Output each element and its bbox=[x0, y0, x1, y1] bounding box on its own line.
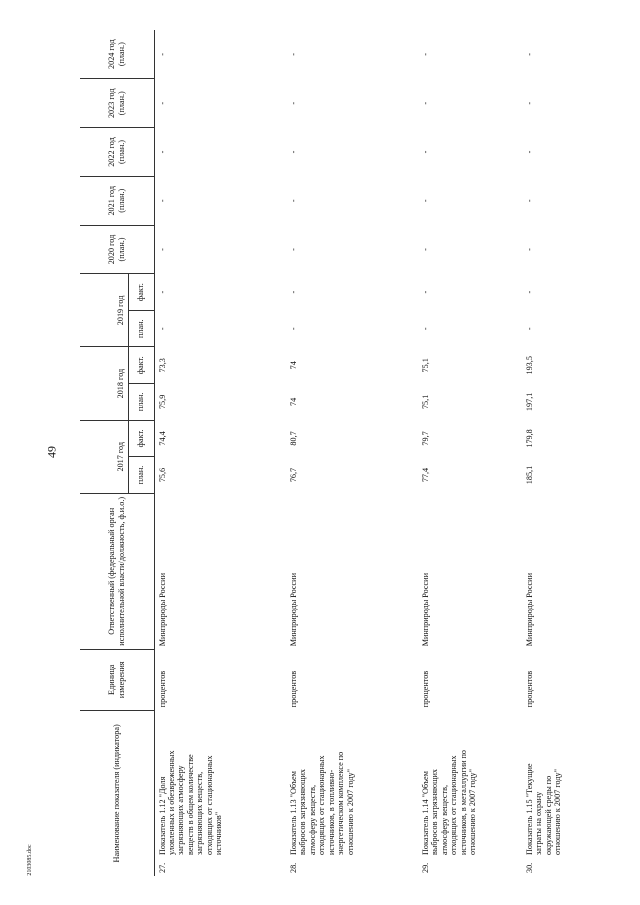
table-row bbox=[286, 30, 418, 876]
value-2021: - bbox=[289, 199, 298, 203]
value-2021: - bbox=[421, 199, 430, 203]
value-2024: - bbox=[525, 53, 534, 56]
value-2021: - bbox=[157, 199, 167, 203]
value-2024: - bbox=[289, 53, 298, 56]
table-row bbox=[522, 30, 582, 876]
value-2017-plan: 185,1 bbox=[525, 465, 534, 485]
table-row bbox=[154, 30, 286, 876]
value-2018-plan: 74 bbox=[289, 397, 298, 406]
value-2020: - bbox=[157, 248, 167, 251]
value-2018-plan: 75,9 bbox=[157, 394, 167, 410]
value-2024: - bbox=[421, 53, 430, 56]
row-number: 28. bbox=[289, 862, 298, 873]
value-2019-fact: - bbox=[421, 290, 430, 294]
table-header bbox=[80, 30, 154, 876]
value-2022: - bbox=[157, 150, 167, 154]
header-2018-fact: факт. bbox=[128, 347, 154, 384]
header-2020: 2020 год (план.) bbox=[80, 225, 154, 274]
indicator-name-cell bbox=[286, 710, 418, 876]
value-2018-plan: 197,1 bbox=[525, 392, 534, 412]
value-2018-fact: 75,1 bbox=[421, 358, 430, 373]
value-2022: - bbox=[525, 150, 534, 154]
value-2020: - bbox=[525, 248, 534, 251]
footer-filename: 2103085.doc bbox=[27, 844, 33, 876]
value-2018-fact: 74 bbox=[289, 361, 298, 370]
unit-cell: процентов bbox=[525, 670, 534, 708]
value-2019-plan: - bbox=[289, 327, 298, 331]
unit-cell: процентов bbox=[421, 670, 430, 708]
value-2017-fact: 179,8 bbox=[525, 429, 534, 448]
header-2018-plan: план. bbox=[128, 384, 154, 421]
header-2024: 2024 год (план.) bbox=[80, 30, 154, 79]
value-2020: - bbox=[421, 248, 430, 251]
value-2017-plan: 75,6 bbox=[157, 467, 167, 483]
indicator-name-cell bbox=[522, 710, 582, 876]
value-2024: - bbox=[157, 53, 167, 56]
header-2019-plan: план. bbox=[128, 310, 154, 347]
header-2017: 2017 год bbox=[80, 420, 128, 493]
value-2017-fact: 74,4 bbox=[157, 431, 167, 446]
header-2017-plan: план. bbox=[128, 457, 154, 494]
value-2022: - bbox=[421, 150, 430, 154]
value-2019-plan: - bbox=[421, 327, 430, 331]
indicator-table bbox=[80, 30, 582, 876]
row-number: 30. bbox=[525, 862, 534, 873]
value-2019-fact: - bbox=[289, 290, 298, 294]
unit-cell: процентов bbox=[157, 670, 167, 708]
indicator-name-cell bbox=[418, 710, 522, 876]
value-2023: - bbox=[421, 101, 430, 105]
table-row bbox=[418, 30, 522, 876]
indicator-name: Показатель 1.12 "Доля уловленных и обезвреженных загрязняющих атмосферу веществ в общем количестве загрязняющих веществ, отходящих от стационарных источников" bbox=[157, 750, 224, 855]
value-2018-fact: 73,3 bbox=[157, 358, 167, 373]
value-2019-plan: - bbox=[157, 327, 167, 331]
value-2017-fact: 80,7 bbox=[289, 431, 298, 446]
responsible-cell: Минприроды России bbox=[289, 573, 298, 647]
value-2019-plan: - bbox=[525, 327, 534, 331]
header-2017-fact: факт. bbox=[128, 420, 154, 457]
value-2023: - bbox=[289, 101, 298, 105]
value-2022: - bbox=[289, 150, 298, 154]
indicator-name: Показатель 1.14 "Объем выбросов загрязняющих атмосферу веществ, отходящих от стационарных источников, в металлургии по отношению к 2007 году" bbox=[421, 750, 478, 855]
header-2018: 2018 год bbox=[80, 347, 128, 420]
value-2021: - bbox=[525, 199, 534, 203]
responsible-cell: Минприроды России bbox=[157, 573, 167, 647]
responsible-cell: Минприроды России bbox=[421, 573, 430, 647]
value-2017-fact: 79,7 bbox=[421, 431, 430, 446]
indicator-name: Показатель 1.13 "Объем выбросов загрязняющих атмосферу веществ, отходящих от стационарных источников, в топливно-энергетическом комплексе по отношению к 2007 году" bbox=[289, 751, 355, 855]
header-2021: 2021 год (план.) bbox=[80, 176, 154, 225]
value-2020: - bbox=[289, 248, 298, 251]
header-2023: 2023 год (план.) bbox=[80, 79, 154, 128]
value-2017-plan: 77,4 bbox=[421, 467, 430, 483]
value-2018-fact: 193,5 bbox=[525, 356, 534, 375]
header-unit: Единица измерения bbox=[80, 649, 154, 710]
value-2019-fact: - bbox=[525, 290, 534, 294]
header-name: Наименование показателя (индикатора) bbox=[80, 710, 154, 876]
header-2019: 2019 год bbox=[80, 274, 128, 347]
value-2023: - bbox=[525, 101, 534, 105]
indicator-table-container bbox=[80, 30, 563, 876]
row-number: 29. bbox=[421, 862, 430, 873]
value-2017-plan: 76,7 bbox=[289, 467, 298, 483]
page-number: 49 bbox=[44, 446, 59, 458]
unit-cell: процентов bbox=[289, 670, 298, 708]
indicator-name-cell bbox=[154, 710, 286, 876]
value-2019-fact: - bbox=[157, 290, 167, 294]
value-2018-plan: 75,1 bbox=[421, 394, 430, 410]
row-number: 27. bbox=[157, 862, 167, 873]
header-responsible: Ответственный (федеральный орган исполнительной власти/должность, ф.и.о.) bbox=[80, 493, 154, 649]
value-2023: - bbox=[157, 101, 167, 105]
table-body bbox=[154, 30, 582, 876]
indicator-name: Показатель 1.15 "Текущие затраты на охрану окружающей среды по отношению к 2007 году" bbox=[525, 763, 563, 855]
responsible-cell: Минприроды России bbox=[525, 573, 534, 647]
header-2019-fact: факт. bbox=[128, 274, 154, 311]
header-2022: 2022 год (план.) bbox=[80, 128, 154, 177]
